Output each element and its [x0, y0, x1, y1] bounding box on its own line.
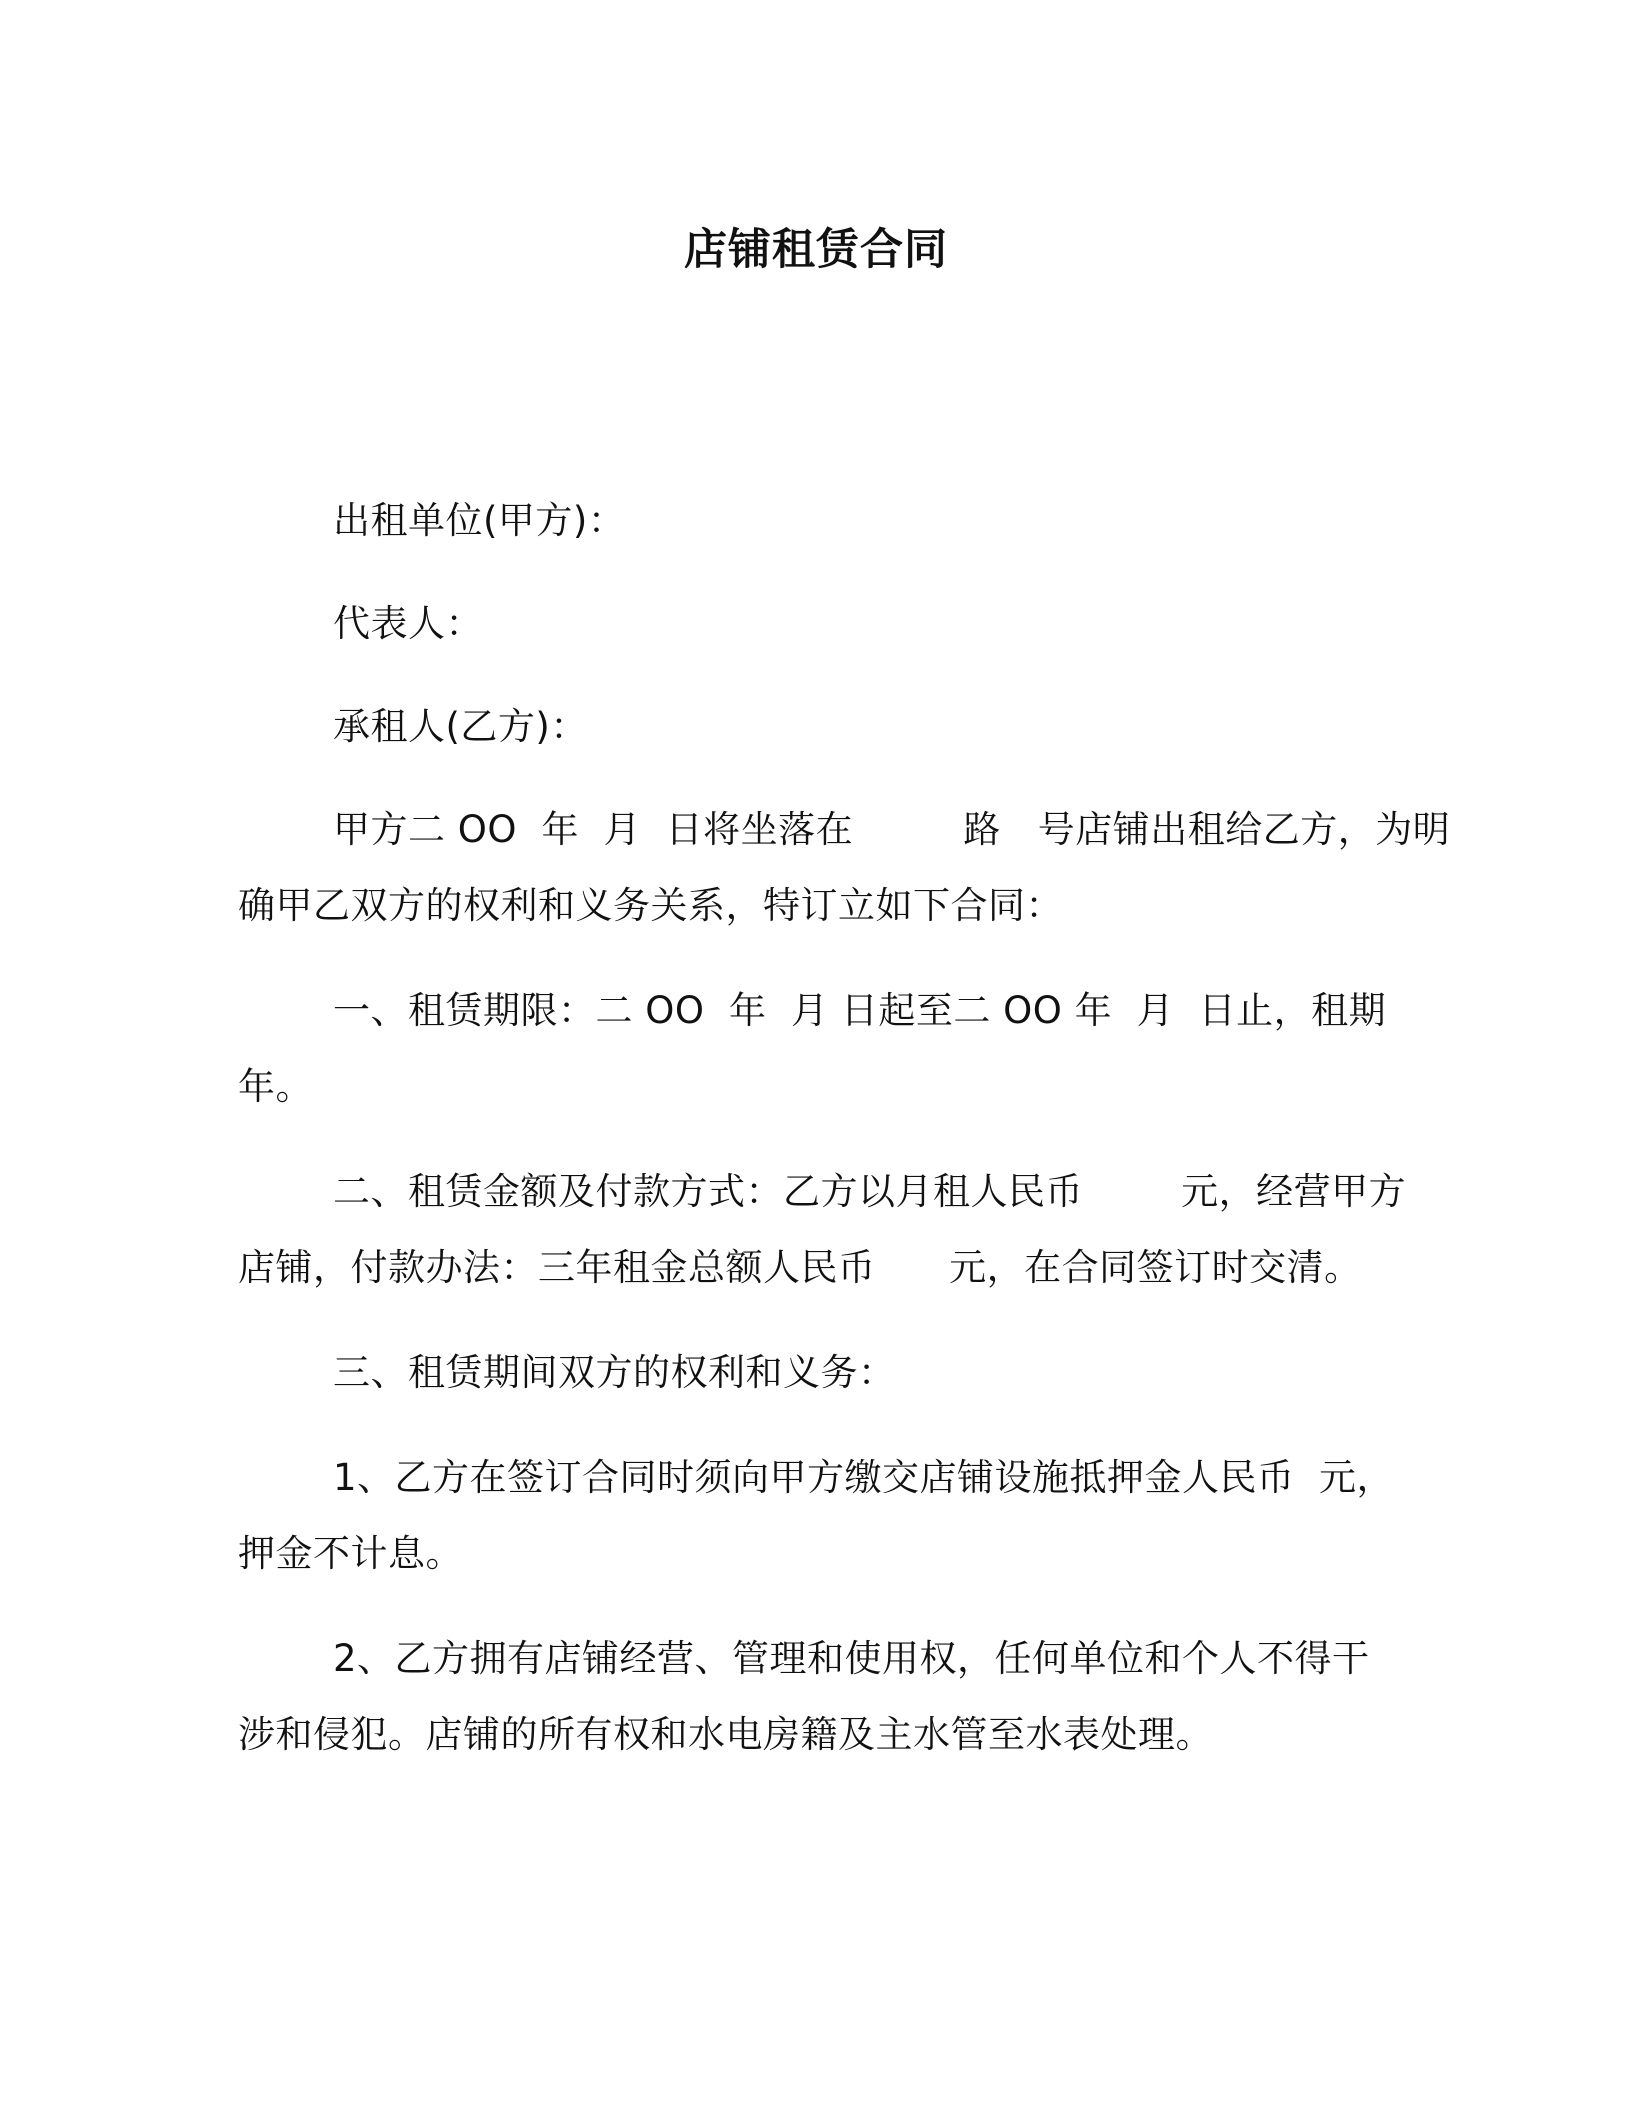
- lessee-line: 承租人(乙方)：: [333, 705, 588, 748]
- clause-3-item-2-line-2: 涉和侵犯。店铺的所有权和水电房籍及主水管至水表处理。: [238, 1713, 1213, 1756]
- clause-2-line-2: 店铺，付款办法：三年租金总额人民币 元，在合同签订时交清。: [238, 1246, 1362, 1289]
- representative-line: 代表人：: [333, 602, 483, 645]
- clause-3-item-2-line-1: 2、乙方拥有店铺经营、管理和使用权，任何单位和个人不得干: [333, 1637, 1370, 1680]
- clause-3-heading: 三、租赁期间双方的权利和义务：: [333, 1351, 896, 1394]
- lessor-line: 出租单位(甲方)：: [333, 499, 626, 542]
- intro-paragraph-line-2: 确甲乙双方的权利和义务关系，特订立如下合同：: [238, 884, 1063, 927]
- clause-1-line-1: 一、租赁期限：二 OO 年 月 日起至二 OO 年 月 日止，租期: [333, 989, 1387, 1032]
- clause-1-line-2: 年。: [238, 1065, 313, 1108]
- intro-paragraph-line-1: 甲方二 OO 年 月 日将坐落在 路 号店铺出租给乙方，为明: [333, 808, 1451, 851]
- clause-2-line-1: 二、租赁金额及付款方式：乙方以月租人民币 元，经营甲方: [333, 1170, 1407, 1213]
- document-title: 店铺租赁合同: [684, 225, 948, 275]
- clause-3-item-1-line-1: 1、乙方在签订合同时须向甲方缴交店铺设施抵押金人民币 元，: [333, 1456, 1395, 1499]
- clause-3-item-1-line-2: 押金不计息。: [238, 1532, 463, 1575]
